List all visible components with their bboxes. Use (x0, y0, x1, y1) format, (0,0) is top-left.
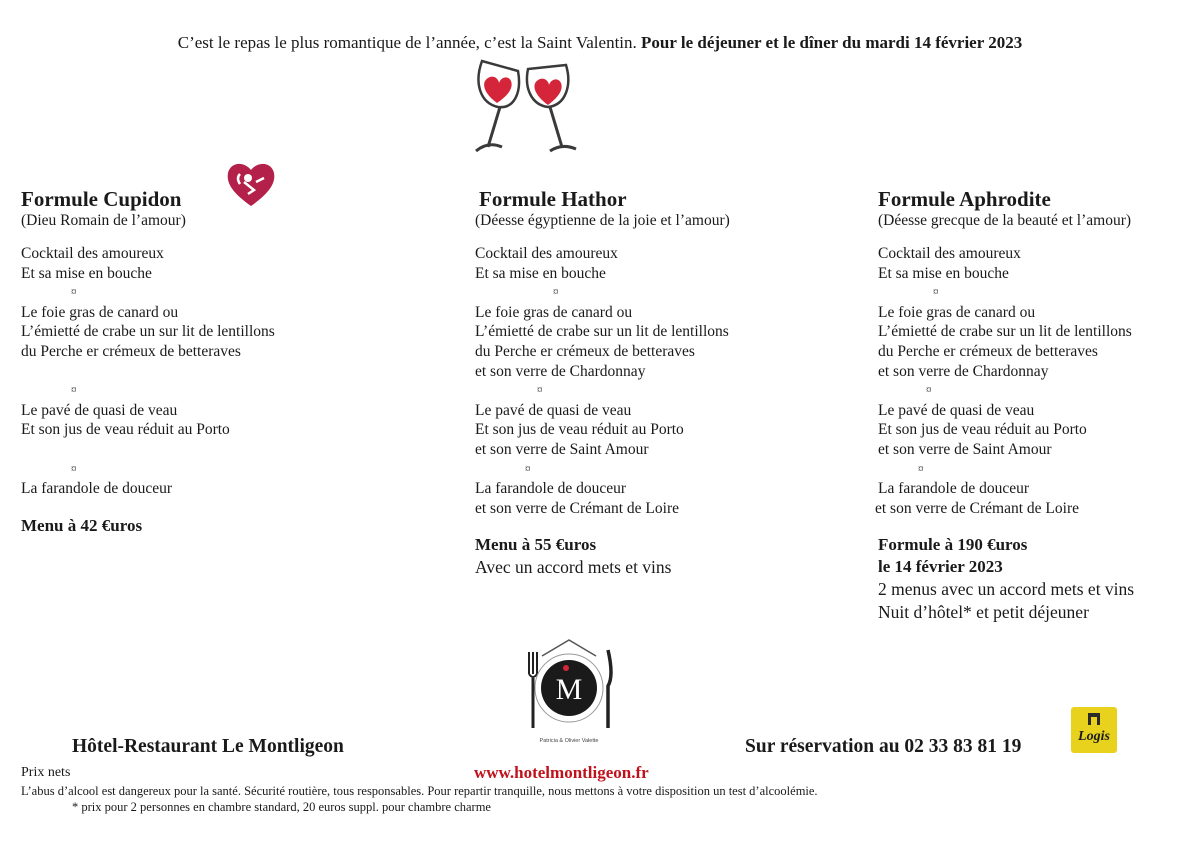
menu-line: et son verre de Chardonnay (475, 362, 646, 380)
menu-line: et son verre de Crémant de Loire (875, 499, 1079, 517)
menu-line: Et sa mise en bouche (21, 264, 152, 282)
formula-subtitle: (Déesse égyptienne de la joie et l’amour) (475, 212, 730, 229)
separator: ¤ (71, 384, 77, 397)
menu-line: Et son jus de veau réduit au Porto (21, 421, 230, 439)
menu-line: du Perche er crémeux de betteraves (878, 342, 1098, 360)
hotel-name: Hôtel-Restaurant Le Montligeon (72, 736, 344, 757)
menu-line: L’émietté de crabe un sur lit de lentillons (21, 323, 275, 341)
intro-text: C’est le repas le plus romantique de l’année, c’est la Saint Valentin. (177, 33, 637, 52)
separator: ¤ (926, 384, 932, 397)
menu-line: Et son jus de veau réduit au Porto (475, 421, 684, 439)
formula-hathor (475, 186, 730, 579)
logo-plate-icon (522, 628, 616, 740)
formula-aphrodite (875, 186, 1135, 624)
menu-line: Le pavé de quasi de veau (475, 401, 632, 419)
price: Menu à 55 €uros (475, 535, 597, 555)
formula-title: Formule Aphrodite (878, 187, 1051, 211)
menu-line: La farandole de douceur (878, 480, 1030, 498)
separator: ¤ (918, 462, 924, 475)
alcohol-warning: L’abus d’alcool est dangereux pour la santé. Sécurité routière, tous responsables. Pour repartir tranquille, nous mettons à votre disposition un test d’alcoolémie. (21, 784, 818, 798)
menu-line: Le foie gras de canard ou (475, 303, 633, 321)
menu-line: du Perche er crémeux de betteraves (21, 342, 241, 360)
separator: ¤ (71, 462, 77, 475)
website-link[interactable]: www.hotelmontligeon.fr (474, 763, 649, 782)
formula-title: Formule Cupidon (21, 187, 182, 211)
logo-letter: M (555, 673, 583, 706)
separator: ¤ (553, 286, 559, 299)
price: Formule à 190 €uros (878, 535, 1028, 555)
formula-title: Formule Hathor (479, 187, 627, 211)
menu-line: Et sa mise en bouche (878, 264, 1009, 282)
menu-line: La farandole de douceur (475, 480, 627, 498)
formula-subtitle: (Déesse grecque de la beauté et l’amour) (878, 212, 1132, 229)
logis-text: Logis (1078, 729, 1110, 744)
restaurant-logo (522, 628, 616, 750)
menu-line: Le foie gras de canard ou (21, 303, 179, 321)
menu-line: du Perche er crémeux de betteraves (475, 342, 695, 360)
price-date: le 14 février 2023 (878, 557, 1003, 577)
menu-line: Le pavé de quasi de veau (878, 401, 1035, 419)
reservation-phone: Sur réservation au 02 33 83 81 19 (745, 736, 1022, 757)
menu-line: Le foie gras de canard ou (878, 303, 1036, 321)
separator: ¤ (71, 286, 77, 299)
separator: ¤ (537, 384, 543, 397)
menu-line: Cocktail des amoureux (475, 245, 618, 262)
menu-line: Et son jus de veau réduit au Porto (878, 421, 1087, 439)
price-note: * prix pour 2 personnes en chambre standard, 20 euros suppl. pour chambre charme (72, 800, 491, 814)
menu-line: et son verre de Crémant de Loire (475, 499, 679, 517)
prix-nets: Prix nets (21, 765, 71, 780)
logo-caption: Patricia & Olivier Valette (539, 738, 599, 744)
price-detail: 2 menus avec un accord mets et vins (878, 579, 1135, 600)
menu-line: L’émietté de crabe sur un lit de lentillons (878, 323, 1132, 341)
menu-line: et son verre de Saint Amour (878, 440, 1052, 458)
menu-line: Et sa mise en bouche (475, 264, 606, 282)
separator: ¤ (933, 286, 939, 299)
menu-line: La farandole de douceur (21, 480, 173, 498)
intro-bold: Pour le déjeuner et le dîner du mardi 14 février 2023 (641, 33, 1023, 52)
menu-line: et son verre de Saint Amour (475, 440, 649, 458)
menu-line: Cocktail des amoureux (21, 245, 164, 262)
menu-line: L’émietté de crabe sur un lit de lentillons (475, 323, 729, 341)
menu-line: et son verre de Chardonnay (878, 362, 1049, 380)
price: Menu à 42 €uros (21, 515, 143, 535)
price-detail: Nuit d’hôtel* et petit déjeuner (878, 602, 1089, 623)
wine-glasses-icon (470, 55, 580, 163)
menu-line: Le pavé de quasi de veau (21, 401, 178, 419)
intro-line (0, 33, 1200, 53)
menu-line: Cocktail des amoureux (878, 245, 1021, 262)
price-detail: Avec un accord mets et vins (475, 557, 672, 578)
separator: ¤ (525, 462, 531, 475)
formula-cupidon (21, 186, 275, 537)
formula-subtitle: (Dieu Romain de l’amour) (21, 212, 186, 229)
logis-badge (1071, 707, 1117, 753)
